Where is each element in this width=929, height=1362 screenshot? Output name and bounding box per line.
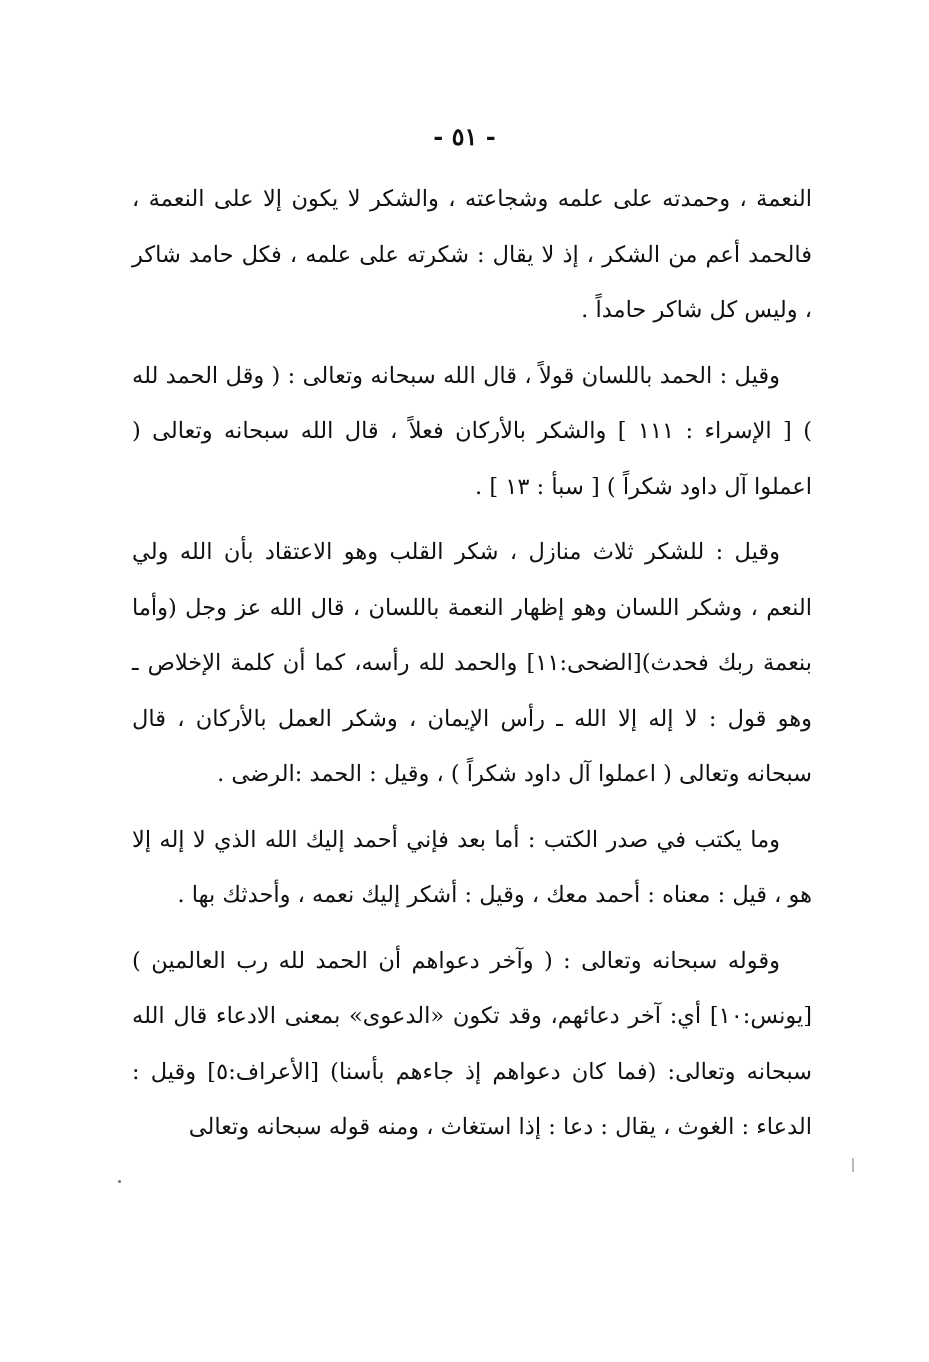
- paragraph-1: النعمة ، وحمدته على علمه وشجاعته ، والشكر لا يكون إلا على النعمة ، فالحمد أعم من الشكر ، إذ لا يقال : شكرته على علمه ، فكل حامد شاكر ، وليس كل شاكر حامداً .: [132, 186, 812, 323]
- margin-tick: [852, 1158, 854, 1172]
- margin-dot: [118, 1180, 121, 1183]
- page-body: [132, 172, 812, 1156]
- paragraph-5: وقوله سبحانه وتعالى : ( وآخر دعواهم أن الحمد لله رب العالمين ) [يونس:١٠] أي: آخر دعائهم، وقد تكون «الدعوى» بمعنى الادعاء قال الله سبحانه وتعالى: (فما كان دعواهم إذ جاءهم بأسنا) [الأعراف:٥] وقيل : الدعاء : الغوث ، يقال : دعا : إذا استغاث ، ومنه قوله سبحانه وتعالى: [132, 947, 812, 1140]
- paragraph-4: وما يكتب في صدر الكتب : أما بعد فإني أحمد إليك الله الذي لا إله إلا هو ، قيل : معناه : أحمد معك ، وقيل : أشكر إليك نعمه ، وأحدثك بها .: [132, 826, 812, 908]
- paragraph-3: وقيل : للشكر ثلاث منازل ، شكر القلب وهو الاعتقاد بأن الله ولي النعم ، وشكر اللسان وهو إظهار النعمة باللسان ، قال الله عز وجل (وأما بنعمة ربك فحدث)[الضحى:١١] والحمد لله رأسه، كما أن كلمة الإخلاص ـ وهو قول : لا إله إلا الله ـ رأس الإيمان ، وشكر العمل بالأركان ، قال سبحانه وتعالى ( اعملوا آل داود شكراً ) ، وقيل : الحمد :الرضى .: [132, 539, 812, 787]
- paragraph-2: وقيل : الحمد باللسان قولاً ، قال الله سبحانه وتعالى : ( وقل الحمد لله ) [ الإسراء : ١١١ ] والشكر بالأركان فعلاً ، قال الله سبحانه وتعالى ( اعملوا آل داود شكراً ) [ سبأ : ١٣ ] .: [132, 362, 812, 500]
- page-number: - ٥١ -: [433, 122, 496, 151]
